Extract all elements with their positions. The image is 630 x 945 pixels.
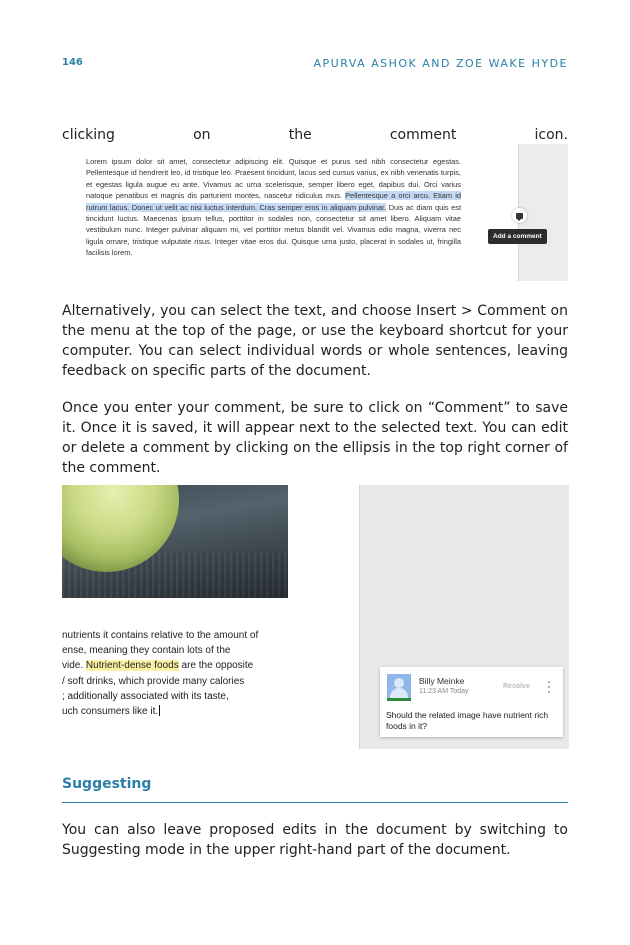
document-line: / soft drinks, which provide many calories <box>62 675 245 687</box>
section-heading: Suggesting <box>62 776 152 792</box>
avatar <box>387 674 411 698</box>
comment-text: Should the related image have nutrient rich foods in it? <box>386 710 549 731</box>
paragraph-insert-comment: Alternatively, you can select the text, and choose Insert > Comment on the menu at the top of the page, or use the keyboard shortcut for your computer. You can select individual words or whole sentences, leaving feedback on specific parts of the document. <box>62 303 568 379</box>
document-excerpt-screenshot <box>62 485 288 725</box>
document-line: ense, meaning they contain lots of the <box>62 645 231 657</box>
highlighted-phrase[interactable]: Nutrient-dense foods <box>85 660 179 672</box>
text-cursor <box>159 705 160 716</box>
kebab-dot <box>548 686 550 688</box>
paragraph-save-comment: Once you enter your comment, be sure to click on “Comment” to save it. Once it is saved, it will appear next to the selected text. You can edit or delete a comment by clicking on the ellipsis in the top right corner of the comment. <box>62 400 568 476</box>
document-text <box>62 628 288 719</box>
lorem-text: Lorem ipsum dolor sit amet, consectetur adipiscing elit. Quisque et purus sed nibh consectetur egestas. Pellentesque id hendrerit leo, id tristique leo. Praesent tincidunt, lacus sed cursus varius, ex nibh venenatis turpis, et egestas ligula augue eu ante. Vivamus ac urna scelerisque, semper libero eget, dapibus dui. Orci varius natoque penatibus et magnis dis parturient montes, nascetur ridiculus mus. <box>86 157 461 201</box>
avatar-status-bar <box>387 698 411 701</box>
lorem-paragraph <box>86 156 461 259</box>
intro-word: the <box>288 127 312 143</box>
intro-word: icon. <box>534 127 568 143</box>
paragraph-suggesting: You can also leave proposed edits in the document by switching to Suggesting mode in the upper right-hand part of the document. <box>62 822 568 858</box>
document-line <box>62 704 288 719</box>
intro-line <box>62 125 568 145</box>
comment-timestamp: 11:23 AM Today <box>419 688 469 695</box>
add-comment-button[interactable] <box>512 208 527 223</box>
intro-word: clicking <box>62 127 115 143</box>
avocado-image <box>62 485 179 572</box>
intro-word: comment <box>389 127 457 143</box>
author-header: APURVA ASHOK AND ZOE WAKE HYDE <box>313 57 568 70</box>
lorem-text: Duis ac diam quis est tincidunt luctus. Maecenas ipsum tellus, porttitor in sodales non, consectetur sit amet libero. Aliquam vitae vestibulum nunc. Integer pulvinar aliquam mi, vel porttitor metus blandit vel. Vivamus odio magna, viverra nec ligula ornare, tristique vulputate risus. Integer vitae eros dui. Quisque urna justo, placerat in sodales ut, fringilla facilisis lorem. <box>86 202 462 258</box>
page-number: 146 <box>62 57 83 68</box>
comment-card[interactable] <box>380 667 563 737</box>
more-vert-icon[interactable] <box>548 681 551 693</box>
resolve-button[interactable]: Resolve <box>503 683 530 690</box>
comment-author: Billy Meinke <box>419 676 465 686</box>
add-comment-tooltip: Add a comment <box>488 229 547 244</box>
document-line: nutrients it contains relative to the amount of <box>62 630 259 641</box>
avocado-photo <box>62 485 288 598</box>
comment-panel-screenshot <box>359 485 569 749</box>
kebab-dot <box>548 691 550 693</box>
section-divider <box>62 802 568 803</box>
avatar-body <box>390 688 408 698</box>
comment-icon-screenshot <box>62 144 568 281</box>
kebab-dot <box>548 681 550 683</box>
intro-word: on <box>193 127 211 143</box>
avatar-head <box>394 678 404 688</box>
document-text-span: vide. <box>62 660 86 672</box>
document-line <box>62 658 288 673</box>
running-head <box>62 57 568 71</box>
comment-icon <box>516 213 523 219</box>
selected-text[interactable]: Pellentesque a orci arcu. Etiam id rutrum lacus. Donec ut velit ac nisi luctus interdum. Cras semper eros in aliquam pulvinar. <box>86 191 461 212</box>
document-text-span: uch consumers like it. <box>62 706 159 718</box>
document-line: ; additionally associated with its taste, <box>62 690 229 702</box>
document-text-span: are the opposite <box>178 660 254 672</box>
